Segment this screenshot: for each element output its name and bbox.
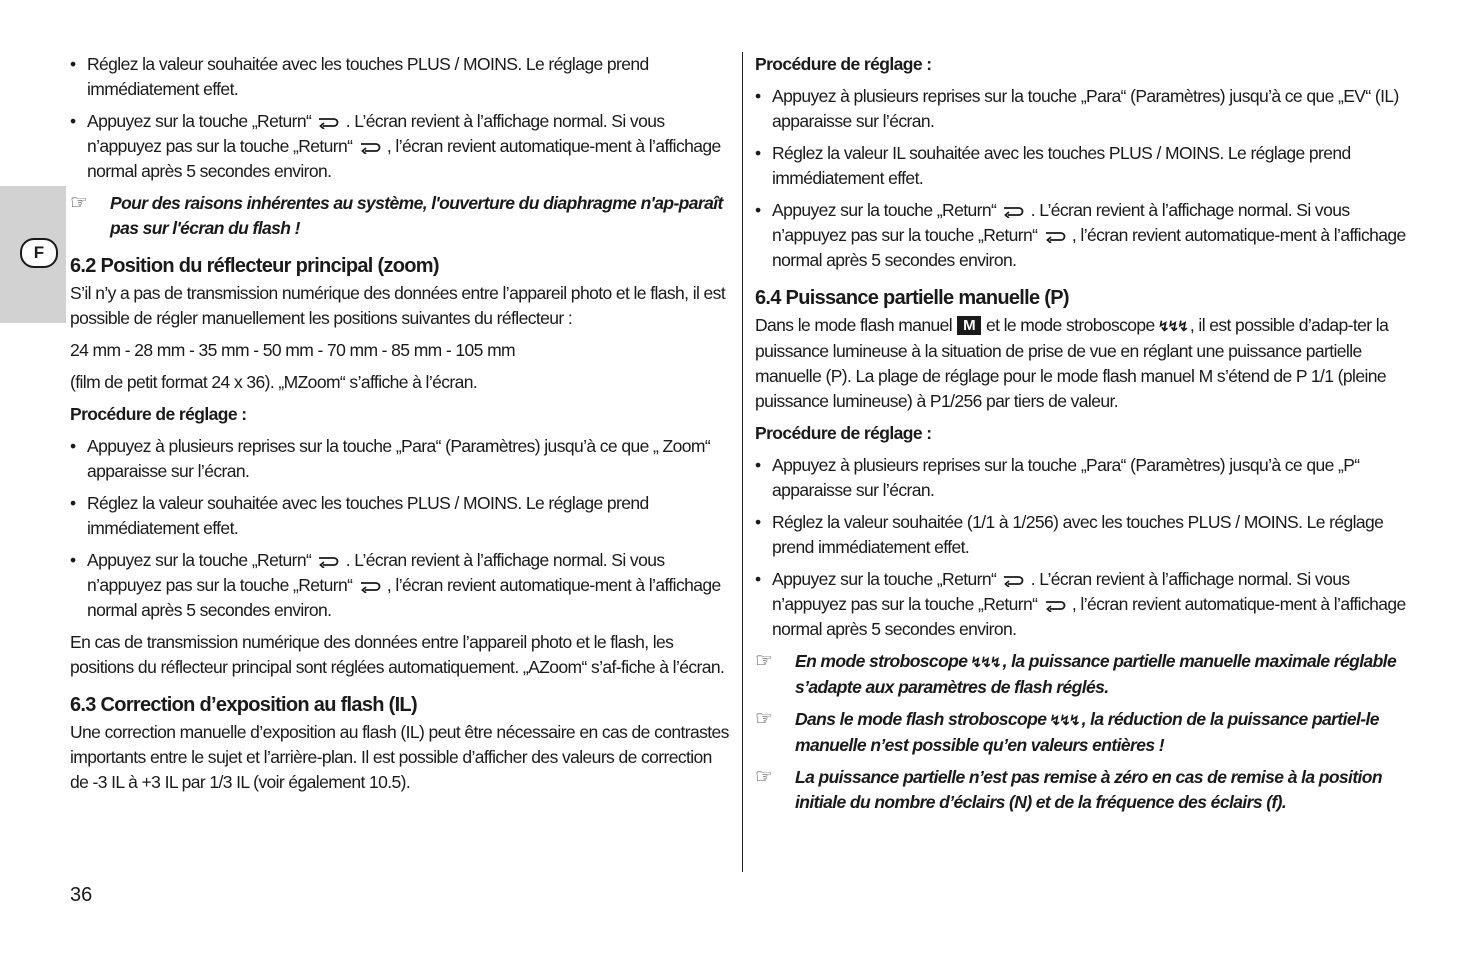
return-arrow-icon [359,140,381,154]
paragraph: Une correction manuelle d’exposition au flash (IL) peut être nécessaire en cas de contrastes importants entre le sujet et l’arrière-plan. Il est possible d’afficher des valeurs de correction de -3 IL à +3 IL par 1/3 IL (voir également 10.5). [70,722,729,792]
stroboscope-icon: ↯↯↯ [970,654,1000,670]
list-item: • Appuyez à plusieurs reprises sur la touche „Para“ (Paramètres) jusqu’à ce que „ Zoom“ apparaisse sur l’écran. [70,434,730,484]
list-item: • Réglez la valeur IL souhaitée avec les touches PLUS / MOINS. Le réglage prend immédiatement effet. [755,141,1415,191]
return-arrow-icon [1002,204,1024,218]
pointing-hand-icon: ☞ [755,766,773,788]
paragraph: (film de petit format 24 x 36). „MZoom“ s’affiche à l’écran. [70,372,478,392]
list-item: • Réglez la valeur souhaitée avec les touches PLUS / MOINS. Le réglage prend immédiatement effet. [70,491,730,541]
note: ☞ Pour des raisons inhérentes au système, l'ouverture du diaphragme n'ap-paraît pas sur l'écran du flash ! [70,192,723,238]
stroboscope-icon: ↯↯↯ [1049,712,1079,728]
return-arrow-icon [1044,229,1066,243]
paragraph: Dans le mode flash manuel M et le mode stroboscope ↯↯↯ , il est possible d’adap-ter la puissance lumineuse à la situation de prise de vue en réglant une puissance partielle manuelle (P). La plage de réglage pour le mode flash manuel M s’étend de P 1/1 (pleine puissance lumineuse) à P1/256 par tiers de valeur. [755,315,1389,411]
pointing-hand-icon: ☞ [755,708,773,730]
list-item: • Appuyez sur la touche „Return“ . L’écran revient à l’affichage normal. Si vous n’appuyez pas sur la touche „Return“ , l’écran revient automatique-ment à l’affichage normal après 5 secondes environ. [70,548,730,623]
list-item: • Appuyez à plusieurs reprises sur la touche „Para“ (Paramètres) jusqu’à ce que „P“ apparaisse sur l’écran. [755,453,1415,503]
subheading: Procédure de réglage : [755,54,932,74]
paragraph: 24 mm - 28 mm - 35 mm - 50 mm - 70 mm - 85 mm - 105 mm [70,340,516,360]
subheading: Procédure de réglage : [755,423,932,443]
subheading: Procédure de réglage : [70,404,247,424]
note: ☞ La puissance partielle n’est pas remise à zéro en cas de remise à la position initiale du nombre d’éclairs (N) et de la fréquence des éclairs (f). [755,766,1382,812]
stroboscope-icon: ↯↯↯ [1157,318,1187,334]
list-item: • Appuyez sur la touche „Return“ . L’écran revient à l’affichage normal. Si vous n’appuyez pas sur la touche „Return“ , l’écran revient automatique-ment à l’affichage normal après 5 secondes environ. [755,198,1415,273]
page-number: 36 [70,884,93,906]
list-item: • Appuyez sur la touche „Return“ . L’écran revient à l’affichage normal. Si vous n’appuyez pas sur la touche „Return“ , l’écran revient automatique-ment à l’affichage normal après 5 secondes environ. [755,567,1415,642]
note: ☞ Dans le mode flash stroboscope ↯↯↯ , la réduction de la puissance partiel-le manuelle n’est possible qu’en valeurs entières ! [755,708,1379,755]
pointing-hand-icon: ☞ [70,192,88,214]
right-column [755,52,1415,822]
section-heading: 6.3 Correction d’exposition au flash (IL) [70,694,417,716]
note: ☞ En mode stroboscope ↯↯↯ , la puissance partielle manuelle maximale réglable s’adapte aux paramètres de flash réglés. [755,650,1397,697]
list-item: • Réglez la valeur souhaitée (1/1 à 1/256) avec les touches PLUS / MOINS. Le réglage prend immédiatement effet. [755,510,1415,560]
manual-mode-icon: M [957,316,981,335]
left-column [70,52,730,802]
section-heading: 6.4 Puissance partielle manuelle (P) [755,287,1069,309]
return-arrow-icon [317,115,339,129]
return-arrow-icon [317,554,339,568]
return-arrow-icon [1002,573,1024,587]
list-item: • Appuyez sur la touche „Return“ . L’écran revient à l’affichage normal. Si vous n’appuyez pas sur la touche „Return“ , l’écran revient automatique-ment à l’affichage normal après 5 secondes environ. [70,109,730,184]
pointing-hand-icon: ☞ [755,650,773,672]
return-arrow-icon [1044,598,1066,612]
list-item: • Réglez la valeur souhaitée avec les touches PLUS / MOINS. Le réglage prend immédiatement effet. [70,52,730,102]
list-item: • Appuyez à plusieurs reprises sur la touche „Para“ (Paramètres) jusqu’à ce que „EV“ (IL) apparaisse sur l’écran. [755,84,1415,134]
return-arrow-icon [359,579,381,593]
paragraph: En cas de transmission numérique des données entre l’appareil photo et le flash, les positions du réflecteur principal sont réglées automatiquement. „AZoom“ s’af-fiche à l’écran. [70,632,725,677]
language-badge: F [20,238,58,268]
column-divider [742,52,743,872]
paragraph: S’il n’y a pas de transmission numérique des données entre l’appareil photo et le flash, il est possible de régler manuellement les positions suivantes du réflecteur : [70,283,726,328]
section-heading: 6.2 Position du réflecteur principal (zoom) [70,255,439,277]
